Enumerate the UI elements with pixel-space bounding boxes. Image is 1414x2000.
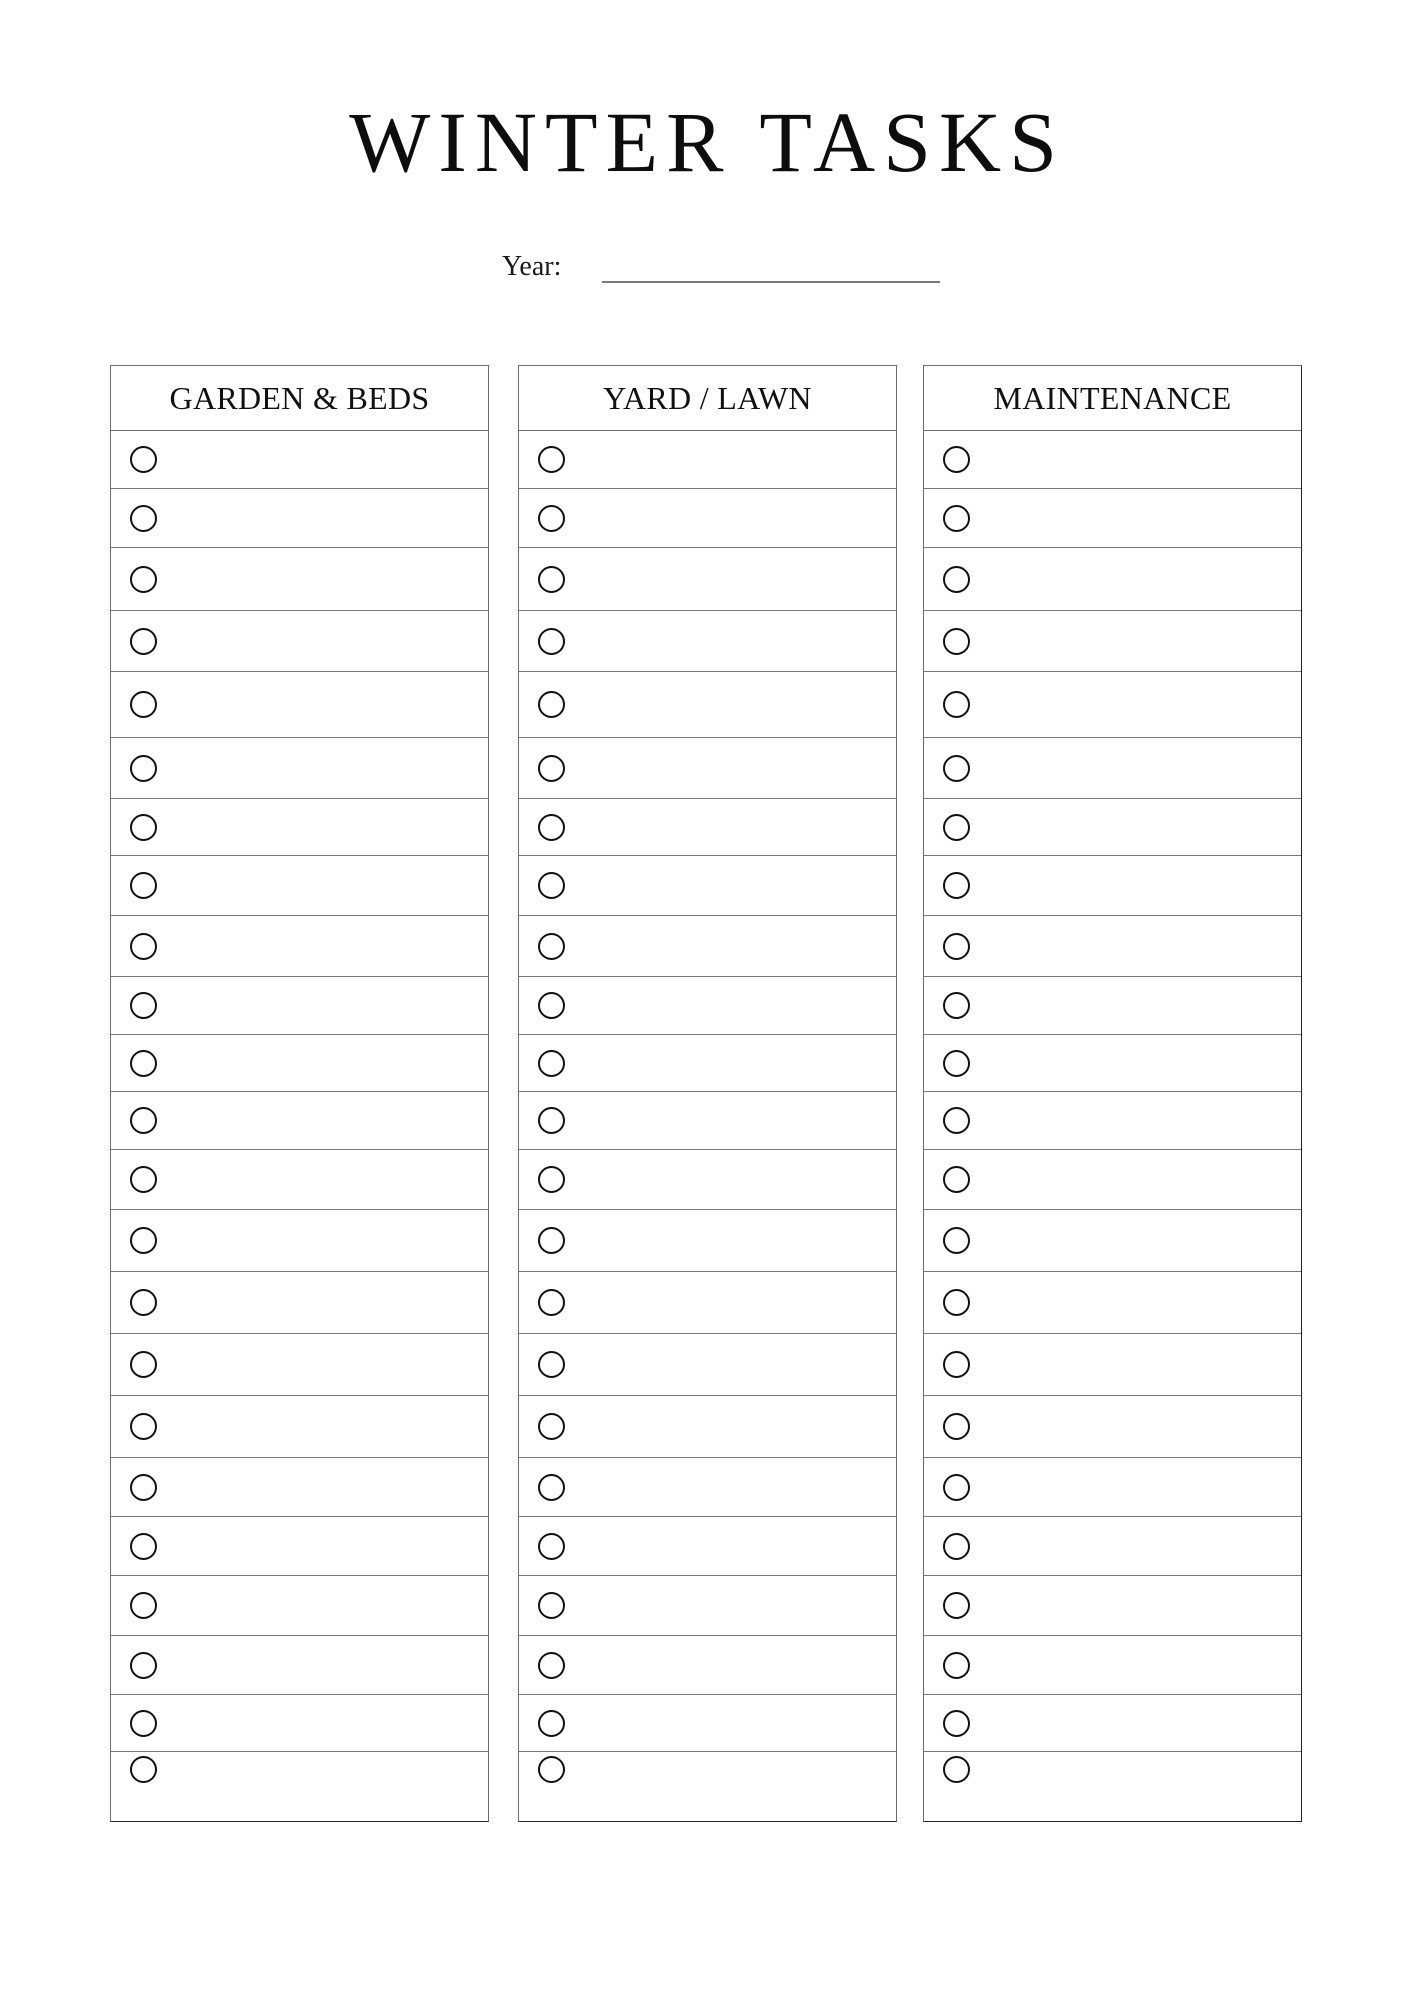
checkbox-circle-icon[interactable] [943, 1050, 970, 1077]
task-row[interactable] [924, 1035, 1301, 1092]
checkbox-circle-icon[interactable] [943, 1107, 970, 1134]
checkbox-circle-icon[interactable] [943, 1166, 970, 1193]
checkbox-circle-icon[interactable] [538, 992, 565, 1019]
checkbox-circle-icon[interactable] [943, 628, 970, 655]
checkbox-circle-icon[interactable] [538, 872, 565, 899]
task-row[interactable] [111, 916, 488, 977]
checkbox-circle-icon[interactable] [943, 814, 970, 841]
task-row[interactable] [519, 1752, 896, 1823]
checkbox-circle-icon[interactable] [130, 1756, 157, 1783]
checkbox-circle-icon[interactable] [943, 992, 970, 1019]
task-row[interactable] [519, 977, 896, 1035]
task-row[interactable] [111, 489, 488, 548]
task-row[interactable] [924, 489, 1301, 548]
year-field-group [502, 244, 561, 284]
task-list-maintenance [924, 431, 1301, 1823]
checkbox-circle-icon[interactable] [130, 755, 157, 782]
checkbox-circle-icon[interactable] [538, 1652, 565, 1679]
task-row[interactable] [111, 1210, 488, 1272]
task-list-garden-beds [111, 431, 488, 1823]
task-row[interactable] [519, 1210, 896, 1272]
task-row[interactable] [111, 1458, 488, 1517]
task-row[interactable] [519, 1396, 896, 1458]
checkbox-circle-icon[interactable] [943, 1533, 970, 1560]
checkbox-circle-icon[interactable] [130, 1227, 157, 1254]
task-row[interactable] [519, 548, 896, 611]
checkbox-circle-icon[interactable] [130, 992, 157, 1019]
task-row[interactable] [111, 1636, 488, 1695]
task-row[interactable] [924, 431, 1301, 489]
checkbox-circle-icon[interactable] [943, 1474, 970, 1501]
task-row[interactable] [111, 611, 488, 672]
task-row[interactable] [519, 1334, 896, 1396]
checkbox-circle-icon[interactable] [538, 1592, 565, 1619]
column-garden-beds [110, 365, 489, 1822]
checkbox-circle-icon[interactable] [943, 1652, 970, 1679]
task-row[interactable] [519, 1517, 896, 1576]
task-row[interactable] [111, 977, 488, 1035]
task-row[interactable] [924, 1272, 1301, 1334]
year-input-line[interactable] [602, 281, 940, 283]
column-yard-lawn [518, 365, 897, 1822]
checkbox-circle-icon[interactable] [538, 691, 565, 718]
checkbox-circle-icon[interactable] [538, 1351, 565, 1378]
task-row[interactable] [924, 799, 1301, 856]
checkbox-circle-icon[interactable] [538, 566, 565, 593]
task-row[interactable] [111, 1334, 488, 1396]
task-row[interactable] [924, 1636, 1301, 1695]
task-row[interactable] [924, 916, 1301, 977]
task-row[interactable] [519, 1035, 896, 1092]
checkbox-circle-icon[interactable] [130, 505, 157, 532]
task-row[interactable] [519, 1576, 896, 1636]
task-row[interactable] [111, 1035, 488, 1092]
checkbox-circle-icon[interactable] [130, 933, 157, 960]
task-row[interactable] [924, 1092, 1301, 1150]
task-row[interactable] [519, 1272, 896, 1334]
checkbox-circle-icon[interactable] [943, 1756, 970, 1783]
checkbox-circle-icon[interactable] [538, 1166, 565, 1193]
checkbox-circle-icon[interactable] [130, 1474, 157, 1501]
checkbox-circle-icon[interactable] [943, 446, 970, 473]
checkbox-circle-icon[interactable] [943, 872, 970, 899]
task-row[interactable] [111, 1150, 488, 1210]
task-row[interactable] [519, 799, 896, 856]
checkbox-circle-icon[interactable] [130, 1710, 157, 1737]
task-row[interactable] [519, 1458, 896, 1517]
checkbox-circle-icon[interactable] [943, 1710, 970, 1737]
checkbox-circle-icon[interactable] [538, 755, 565, 782]
column-header-yard-lawn: YARD / LAWN [519, 366, 896, 431]
task-row[interactable] [924, 1396, 1301, 1458]
checkbox-circle-icon[interactable] [943, 933, 970, 960]
task-row[interactable] [924, 1695, 1301, 1752]
checkbox-circle-icon[interactable] [538, 1107, 565, 1134]
task-row[interactable] [111, 431, 488, 489]
checkbox-circle-icon[interactable] [538, 1756, 565, 1783]
task-row[interactable] [111, 1092, 488, 1150]
task-row[interactable] [519, 1092, 896, 1150]
task-row[interactable] [924, 1210, 1301, 1272]
task-row[interactable] [924, 738, 1301, 799]
checkbox-circle-icon[interactable] [538, 1050, 565, 1077]
checkbox-circle-icon[interactable] [538, 1533, 565, 1560]
task-row[interactable] [519, 611, 896, 672]
task-row[interactable] [111, 1695, 488, 1752]
task-row[interactable] [519, 489, 896, 548]
task-row[interactable] [519, 431, 896, 489]
task-row[interactable] [519, 672, 896, 738]
checkbox-circle-icon[interactable] [943, 1413, 970, 1440]
task-row[interactable] [924, 856, 1301, 916]
checkbox-circle-icon[interactable] [130, 1351, 157, 1378]
checkbox-circle-icon[interactable] [130, 1652, 157, 1679]
task-row[interactable] [924, 1150, 1301, 1210]
checkbox-circle-icon[interactable] [538, 1227, 565, 1254]
task-row[interactable] [519, 1636, 896, 1695]
checkbox-circle-icon[interactable] [943, 755, 970, 782]
task-row[interactable] [924, 1334, 1301, 1396]
task-row[interactable] [924, 672, 1301, 738]
checkbox-circle-icon[interactable] [538, 1413, 565, 1440]
checkbox-circle-icon[interactable] [130, 1592, 157, 1619]
checkbox-circle-icon[interactable] [130, 1050, 157, 1077]
checkbox-circle-icon[interactable] [130, 446, 157, 473]
checkbox-circle-icon[interactable] [538, 814, 565, 841]
checkbox-circle-icon[interactable] [130, 1533, 157, 1560]
column-header-maintenance: MAINTENANCE [924, 366, 1301, 431]
task-row[interactable] [111, 856, 488, 916]
checkbox-circle-icon[interactable] [130, 1107, 157, 1134]
checkbox-circle-icon[interactable] [130, 628, 157, 655]
checkbox-circle-icon[interactable] [538, 1474, 565, 1501]
checkbox-circle-icon[interactable] [538, 1710, 565, 1737]
checkbox-circle-icon[interactable] [538, 628, 565, 655]
task-list-yard-lawn [519, 431, 896, 1823]
task-row[interactable] [924, 1458, 1301, 1517]
task-row[interactable] [519, 1150, 896, 1210]
checkbox-circle-icon[interactable] [943, 691, 970, 718]
task-row[interactable] [111, 1517, 488, 1576]
task-row[interactable] [519, 738, 896, 799]
task-row[interactable] [111, 1576, 488, 1636]
task-row[interactable] [924, 1576, 1301, 1636]
task-row[interactable] [111, 1272, 488, 1334]
column-header-garden-beds: GARDEN & BEDS [111, 366, 488, 431]
checkbox-circle-icon[interactable] [130, 1166, 157, 1193]
checkbox-circle-icon[interactable] [130, 1413, 157, 1440]
column-maintenance [923, 365, 1302, 1822]
checkbox-circle-icon[interactable] [130, 691, 157, 718]
checkbox-circle-icon[interactable] [538, 505, 565, 532]
task-row[interactable] [924, 977, 1301, 1035]
task-row[interactable] [924, 1517, 1301, 1576]
checkbox-circle-icon[interactable] [943, 1227, 970, 1254]
checkbox-circle-icon[interactable] [943, 1289, 970, 1316]
checkbox-circle-icon[interactable] [943, 1351, 970, 1378]
checkbox-circle-icon[interactable] [538, 1289, 565, 1316]
checkbox-circle-icon[interactable] [943, 566, 970, 593]
year-label: Year: [502, 251, 562, 282]
task-row[interactable] [111, 548, 488, 611]
checkbox-circle-icon[interactable] [538, 446, 565, 473]
task-row[interactable] [111, 799, 488, 856]
checkbox-circle-icon[interactable] [130, 814, 157, 841]
checkbox-circle-icon[interactable] [943, 1592, 970, 1619]
task-row[interactable] [111, 672, 488, 738]
task-row[interactable] [519, 916, 896, 977]
task-row[interactable] [111, 738, 488, 799]
checkbox-circle-icon[interactable] [538, 933, 565, 960]
page-title: WINTER TASKS [349, 94, 1065, 190]
task-row[interactable] [111, 1752, 488, 1823]
checkbox-circle-icon[interactable] [943, 505, 970, 532]
task-row[interactable] [519, 856, 896, 916]
task-row[interactable] [111, 1396, 488, 1458]
task-row[interactable] [924, 611, 1301, 672]
checkbox-circle-icon[interactable] [130, 1289, 157, 1316]
task-row[interactable] [924, 1752, 1301, 1823]
checkbox-circle-icon[interactable] [130, 566, 157, 593]
task-row[interactable] [924, 548, 1301, 611]
task-row[interactable] [519, 1695, 896, 1752]
checkbox-circle-icon[interactable] [130, 872, 157, 899]
